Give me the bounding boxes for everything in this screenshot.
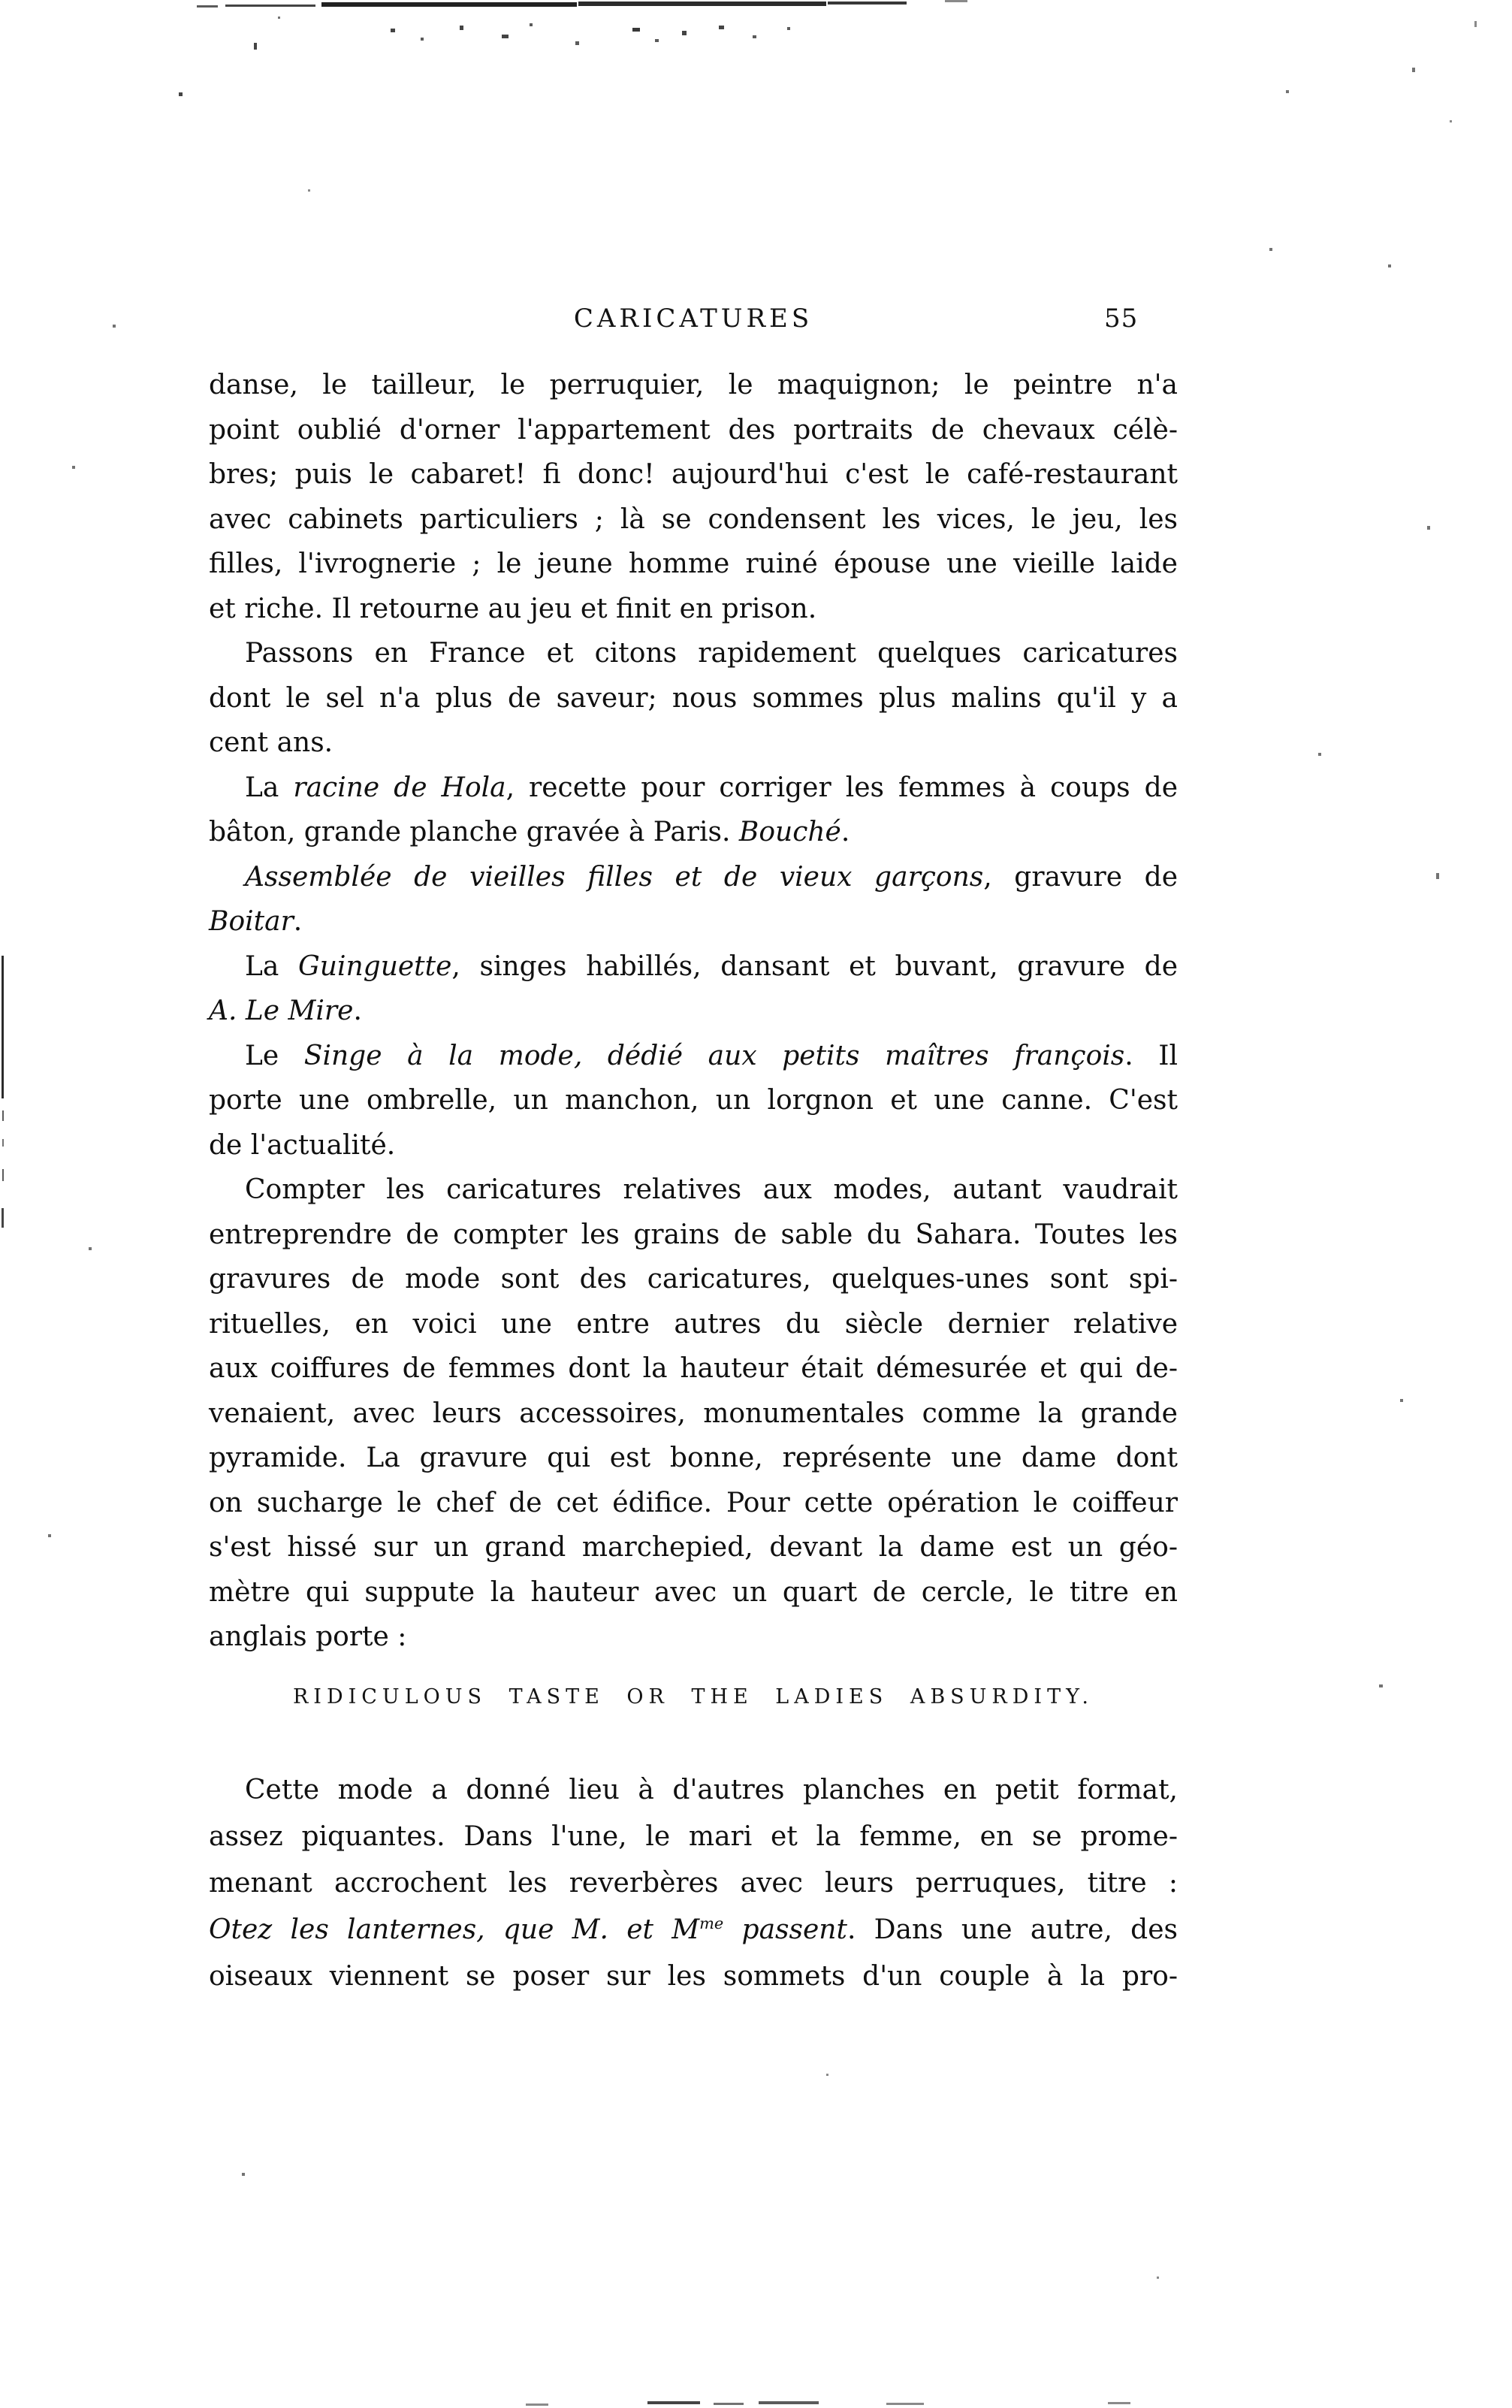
english-caption: RIDICULOUS TASTE OR THE LADIES ABSURDITY. — [292, 1685, 1094, 1709]
text-line — [209, 1123, 1178, 1168]
text-segment: . Il — [1124, 1040, 1178, 1071]
scan-artifact — [225, 5, 315, 7]
text-line — [209, 408, 1178, 453]
text-line — [209, 1767, 1178, 1814]
scan-artifact — [828, 2, 907, 5]
text-segment: rituelles, en voici une entre autres du siècle dernier relative — [209, 1308, 1178, 1340]
text-line — [209, 1525, 1178, 1570]
text-line — [209, 1302, 1178, 1347]
text-segment: passent — [723, 1914, 847, 1945]
scan-artifact — [460, 26, 463, 30]
text-line — [209, 363, 1178, 408]
text-segment: entreprendre de compter les grains de sable du Sahara. Toutes les — [209, 1219, 1178, 1250]
text-line — [209, 944, 1178, 989]
scan-artifact — [826, 2074, 828, 2076]
text-line — [209, 1814, 1178, 1860]
text-line — [209, 1213, 1178, 1258]
scan-artifact — [1108, 2402, 1130, 2404]
scan-artifact — [391, 29, 395, 32]
text-segment: Cette mode a donné lieu à d'autres planches en petit format, — [245, 1775, 1178, 1805]
text-line — [209, 1860, 1178, 1907]
text-segment: de l'actualité. — [209, 1129, 396, 1161]
text-segment: et riche. Il retourne au jeu et finit en prison. — [209, 593, 817, 624]
text-segment: La — [245, 772, 294, 803]
text-segment: porte une ombrelle, un manchon, un lorgnon et une canne. C'est — [209, 1085, 1178, 1116]
scan-artifact — [526, 2403, 548, 2406]
scan-artifact — [1388, 264, 1391, 267]
scan-artifact — [575, 41, 579, 45]
scan-artifact — [1427, 526, 1430, 530]
text-line — [209, 587, 1178, 632]
running-title: CARICATURES — [573, 304, 813, 334]
text-segment: gravures de mode sont des caricatures, quelques-unes sont spi- — [209, 1264, 1178, 1295]
scan-artifact — [1286, 90, 1289, 93]
text-segment: Compter les caricatures relatives aux modes, autant vaudrait — [245, 1174, 1178, 1205]
text-segment: . — [293, 906, 303, 937]
text-line — [209, 452, 1178, 497]
text-segment: Otez les lanternes, que M. et M — [209, 1914, 700, 1945]
text-segment: mètre qui suppute la hauteur avec un quart de cercle, le titre en — [209, 1576, 1178, 1608]
scan-artifact — [886, 2403, 924, 2405]
scan-artifact — [578, 2, 826, 6]
text-line — [209, 766, 1178, 811]
scan-artifact — [682, 31, 687, 35]
text-line — [209, 1953, 1178, 2000]
text-segment: venaient, avec leurs accessoires, monumentales comme la grande — [209, 1397, 1178, 1429]
text-segment: aux coiffures de femmes dont la hauteur était démesurée et qui de- — [209, 1353, 1178, 1384]
scan-artifact — [502, 35, 509, 38]
text-segment: , singes habillés, dansant et buvant, gravure de — [451, 950, 1178, 982]
text-line — [209, 989, 1178, 1034]
scan-artifact — [753, 35, 756, 38]
scan-artifact — [48, 1534, 51, 1537]
scan-artifact — [2, 1169, 4, 1181]
scan-artifact — [655, 39, 659, 42]
text-segment: point oublié d'orner l'appartement des portraits de chevaux célè- — [209, 414, 1178, 446]
scan-artifact — [945, 0, 967, 2]
text-segment: Passons en France et citons rapidement quelques caricatures — [245, 638, 1178, 669]
text-segment: assez piquantes. Dans l'une, le mari et la femme, en se prome- — [209, 1821, 1178, 1852]
scan-artifact — [242, 2173, 245, 2176]
text-segment: Assemblée de vieilles filles et de vieux garçons — [245, 861, 984, 893]
scan-artifact — [421, 38, 424, 41]
text-segment: dont le sel n'a plus de saveur; nous sommes plus malins qu'il y a — [209, 682, 1178, 714]
scan-artifact — [759, 2401, 819, 2404]
text-segment: Singe à la mode, dédié aux petits maîtres françois — [303, 1040, 1125, 1071]
scan-artifact — [647, 2401, 700, 2404]
scan-artifact — [1269, 248, 1272, 251]
text-segment: pyramide. La gravure qui est bonne, représente une dame dont — [209, 1443, 1178, 1473]
text-segment: on sucharge le chef de cet édifice. Pour cette opération le coiffeur — [209, 1487, 1178, 1518]
text-segment: bres; puis le cabaret! fi donc! aujourd'hui c'est le café-restaurant — [209, 459, 1178, 490]
scan-artifact — [1436, 873, 1439, 879]
text-line — [209, 1481, 1178, 1526]
scan-artifact — [1412, 68, 1415, 72]
scan-artifact — [2, 1110, 4, 1121]
text-line — [209, 721, 1178, 766]
scan-artifact — [1474, 21, 1477, 27]
text-line — [209, 1907, 1178, 1953]
scan-artifact — [787, 27, 790, 30]
text-line — [209, 1570, 1178, 1615]
text-segment: cent ans. — [209, 727, 333, 758]
text-line — [209, 676, 1178, 721]
page-number: 55 — [1104, 304, 1139, 334]
scan-artifact — [530, 23, 533, 26]
scan-artifact — [2, 1208, 4, 1228]
scan-artifact — [1318, 753, 1321, 756]
text-segment: avec cabinets particuliers ; là se condensent les vices, le jeu, les — [209, 503, 1178, 535]
text-segment: anglais porte : — [209, 1621, 407, 1652]
text-line — [209, 810, 1178, 855]
text-line — [209, 1391, 1178, 1437]
scan-artifact — [89, 1247, 92, 1250]
text-segment: me — [699, 1914, 724, 1932]
scan-artifact — [321, 2, 577, 7]
text-segment: menant accrochent les reverbères avec leurs perruques, titre : — [209, 1868, 1178, 1899]
text-segment: oiseaux viennent se poser sur les sommets d'un couple à la pro- — [209, 1961, 1178, 1992]
text-line — [209, 899, 1178, 944]
scan-artifact — [308, 189, 310, 192]
scan-artifact — [1157, 2277, 1159, 2279]
scan-artifact — [113, 325, 116, 328]
scan-artifact — [2, 1139, 4, 1147]
text-segment: Le — [245, 1040, 304, 1071]
text-line — [209, 1034, 1178, 1079]
text-segment: La — [245, 950, 298, 982]
paragraph-block-1 — [209, 363, 1178, 1660]
text-line — [209, 497, 1178, 542]
scan-artifact — [1379, 1684, 1383, 1687]
text-segment: . — [353, 996, 362, 1026]
text-segment: A. Le Mire — [209, 996, 354, 1026]
scan-artifact — [632, 28, 640, 32]
text-segment: Boitar — [209, 906, 294, 937]
text-line — [209, 1257, 1178, 1302]
text-line — [209, 1436, 1178, 1481]
scan-artifact — [197, 5, 218, 8]
text-segment: danse, le tailleur, le perruquier, le maquignon; le peintre n'a — [209, 370, 1178, 400]
scan-artifact — [254, 43, 257, 50]
text-segment: , recette pour corriger les femmes à coups de — [506, 772, 1179, 803]
scan-artifact — [1450, 120, 1452, 122]
text-line — [209, 542, 1178, 587]
text-line — [209, 1346, 1178, 1391]
scan-artifact — [719, 26, 724, 29]
scan-artifact — [278, 17, 280, 19]
text-segment: filles, l'ivrognerie ; le jeune homme ruiné épouse une vieille laide — [209, 548, 1178, 579]
text-line — [209, 1168, 1178, 1213]
scan-artifact — [2, 956, 4, 1098]
text-segment: racine de Hola — [293, 772, 506, 803]
text-segment: s'est hissé sur un grand marchepied, devant la dame est un géo- — [209, 1532, 1178, 1563]
text-line — [209, 1615, 1178, 1660]
text-line — [209, 631, 1178, 676]
scan-artifact — [714, 2403, 744, 2405]
text-line — [209, 1078, 1178, 1123]
text-segment: bâton, grande planche gravée à Paris. — [209, 817, 739, 847]
text-segment: , gravure de — [983, 861, 1178, 893]
page-header — [209, 304, 1178, 343]
text-segment: . — [841, 817, 850, 847]
scan-artifact — [72, 466, 75, 469]
scan-artifact — [179, 92, 183, 96]
text-segment: Bouché — [738, 817, 841, 847]
scan-artifact — [1400, 1399, 1403, 1402]
text-line — [209, 855, 1178, 900]
paragraph-block-2 — [209, 1767, 1178, 2000]
text-segment: Guinguette — [298, 950, 452, 982]
text-segment: . Dans une autre, des — [847, 1914, 1179, 1945]
